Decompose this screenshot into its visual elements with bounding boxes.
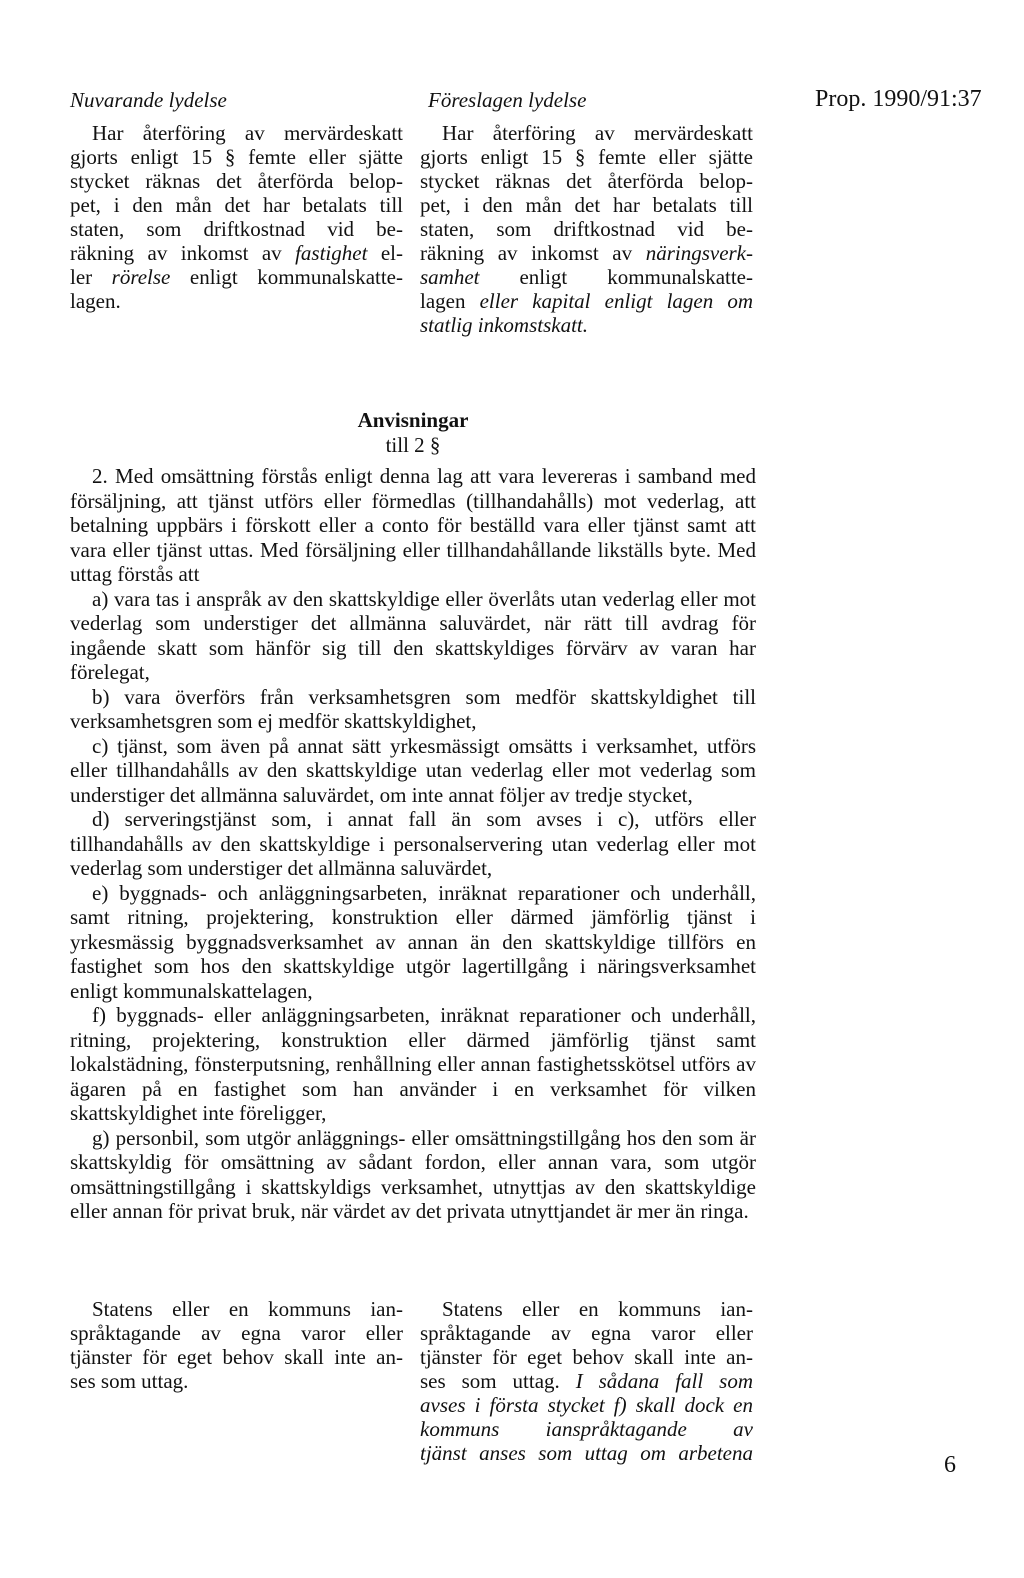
text-run: räkning av inkomst av [420,241,646,265]
text-line: Statens eller en kommuns ian- [92,1297,403,1321]
list-item-e: e) byggnads- och anläggningsarbeten, inräknat reparationer och underhåll, samt ritning, projektering, konstruktion eller därmed jämförlig tjänst i yrkesmässig byggnadsverksamhet av annan än den skattskyldige tillförs en fastighet som hos den skattskyldige utgör lagertillgång i näringsverksamhet enligt kommunalskattelagen, [70,880,756,1003]
text-line [420,289,753,313]
column-header-current: Nuvarande lydelse [70,88,227,112]
text-line: pet, i den mån det har betalats till [70,193,403,217]
italic-emphasis: näringsverk- [645,241,753,265]
text-line: staten, som driftkostnad vid be- [70,217,403,241]
text-line [420,1417,753,1441]
text-line [420,313,753,337]
italic-emphasis: kommuns ianspråktagande av [420,1417,753,1441]
proposition-reference: Prop. 1990/91:37 [815,86,982,112]
text-run: el- [367,241,403,265]
text-line: staten, som driftkostnad vid be- [420,217,753,241]
section-subheading: till 2 § [385,433,441,457]
text-run: lagen [420,289,480,313]
text-line: tjänster för eget behov skall inte an- [70,1345,403,1369]
body-paragraph: 2. Med omsättning förstås enligt denna lag att vara levereras i samband med försäljning, att tjänst utförs eller förmedlas (tillhandahålls) mot vederlag, att betalning uppbärs i förskott eller a conto för beställd vara eller tjänst samt att vara eller tjänst uttas. Med försäljning eller tillhandahållande likställs byte. Med uttag förstås att [70,464,756,586]
list-item-a: a) vara tas i anspråk av den skattskyldige eller överlåts utan vederlag eller mot vederlag som understiger det allmänna saluvärdet, när rätt till avdrag för ingående skatt som hänför sig till den skattskyldiges förvärv av varan har förelegat, [70,586,756,684]
proposed-text-paragraph-1 [420,121,753,337]
current-text-paragraph-1 [70,121,403,313]
page-number: 6 [944,1452,956,1478]
current-text-paragraph-2 [70,1297,403,1393]
text-line [70,265,403,289]
text-line [420,1441,753,1465]
list-item-f: f) byggnads- eller anläggningsarbeten, inräknat reparationer och underhåll, ritning, projektering, konstruktion eller därmed jämförlig tjänst samt lokalstädning, fönsterputsning, renhållning eller annan fastighetsskötsel utförs av ägaren på en fastighet som han använder i en verksamhet för vilken skattskyldighet inte föreligger, [70,1003,756,1125]
italic-emphasis: statlig inkomstskatt. [420,313,588,337]
italic-emphasis: samhet [420,265,480,289]
text-line [70,241,403,265]
text-line: Har återföring av mervärdeskatt [442,121,753,145]
list-item-g: g) personbil, som utgör anläggnings- eller omsättningstillgång hos den som är skattskyldig för omsättning av sådant fordon, eller annan vara, som utgör omsättningstillgång i skattskyldigs verksamhet, utnyttjas av den skattskyldige eller annan för privat bruk, när värdet av det privata utnyttjandet är mer än ringa. [70,1125,756,1223]
italic-emphasis: I sådana fall som [575,1369,753,1393]
text-line [420,265,753,289]
italic-emphasis: fastighet [295,241,368,265]
text-run: ler [70,265,112,289]
text-line: stycket räknas det återförda belop- [420,169,753,193]
italic-emphasis: avses i första stycket f) skall dock en [420,1393,753,1417]
text-line: Statens eller en kommuns ian- [442,1297,753,1321]
column-header-proposed: Föreslagen lydelse [428,88,587,112]
text-line: språktagande av egna varor eller [420,1321,753,1345]
text-run: enligt kommunalskatte- [170,265,403,289]
list-item-b: b) vara överförs från verksamhetsgren som medför skattskyldighet till verksamhetsgren som ej medför skattskyldighet, [70,684,756,733]
text-run: räkning av inkomst av [70,241,296,265]
text-line: gjorts enligt 15 § femte eller sjätte [70,145,403,169]
list-item-d: d) serveringstjänst som, i annat fall än som avses i c), utförs eller tillhandahålls av den skattskyldige i personalservering utan vederlag eller mot vederlag som understiger det allmänna saluvärdet, [70,807,756,880]
text-line [420,1369,753,1393]
text-line: pet, i den mån det har betalats till [420,193,753,217]
text-line: tjänster för eget behov skall inte an- [420,1345,753,1369]
text-line [420,1393,753,1417]
text-run: ses som uttag. [420,1369,576,1393]
list-item-c: c) tjänst, som även på annat sätt yrkesmässigt omsätts i verksamhet, utförs eller tillhandahålls av den skattskyldige utan vederlag eller mot vederlag som understiger det allmänna saluvärdet, om inte annat följer av tredje stycket, [70,733,756,807]
proposed-text-paragraph-2 [420,1297,753,1465]
text-line: lagen. [70,289,121,313]
text-line: ses som uttag. [70,1369,189,1393]
text-line: språktagande av egna varor eller [70,1321,403,1345]
text-line: gjorts enligt 15 § femte eller sjätte [420,145,753,169]
italic-emphasis: rörelse [111,265,171,289]
italic-emphasis: eller kapital enligt lagen om [479,289,753,313]
section-heading-anvisningar: Anvisningar [357,408,469,432]
instructions-body [70,464,756,1224]
text-line: stycket räknas det återförda belop- [70,169,403,193]
text-run: enligt kommunalskatte- [479,265,753,289]
text-line [420,241,753,265]
text-line: Har återföring av mervärdeskatt [92,121,403,145]
italic-emphasis: tjänst anses som uttag om arbetena [420,1441,753,1465]
